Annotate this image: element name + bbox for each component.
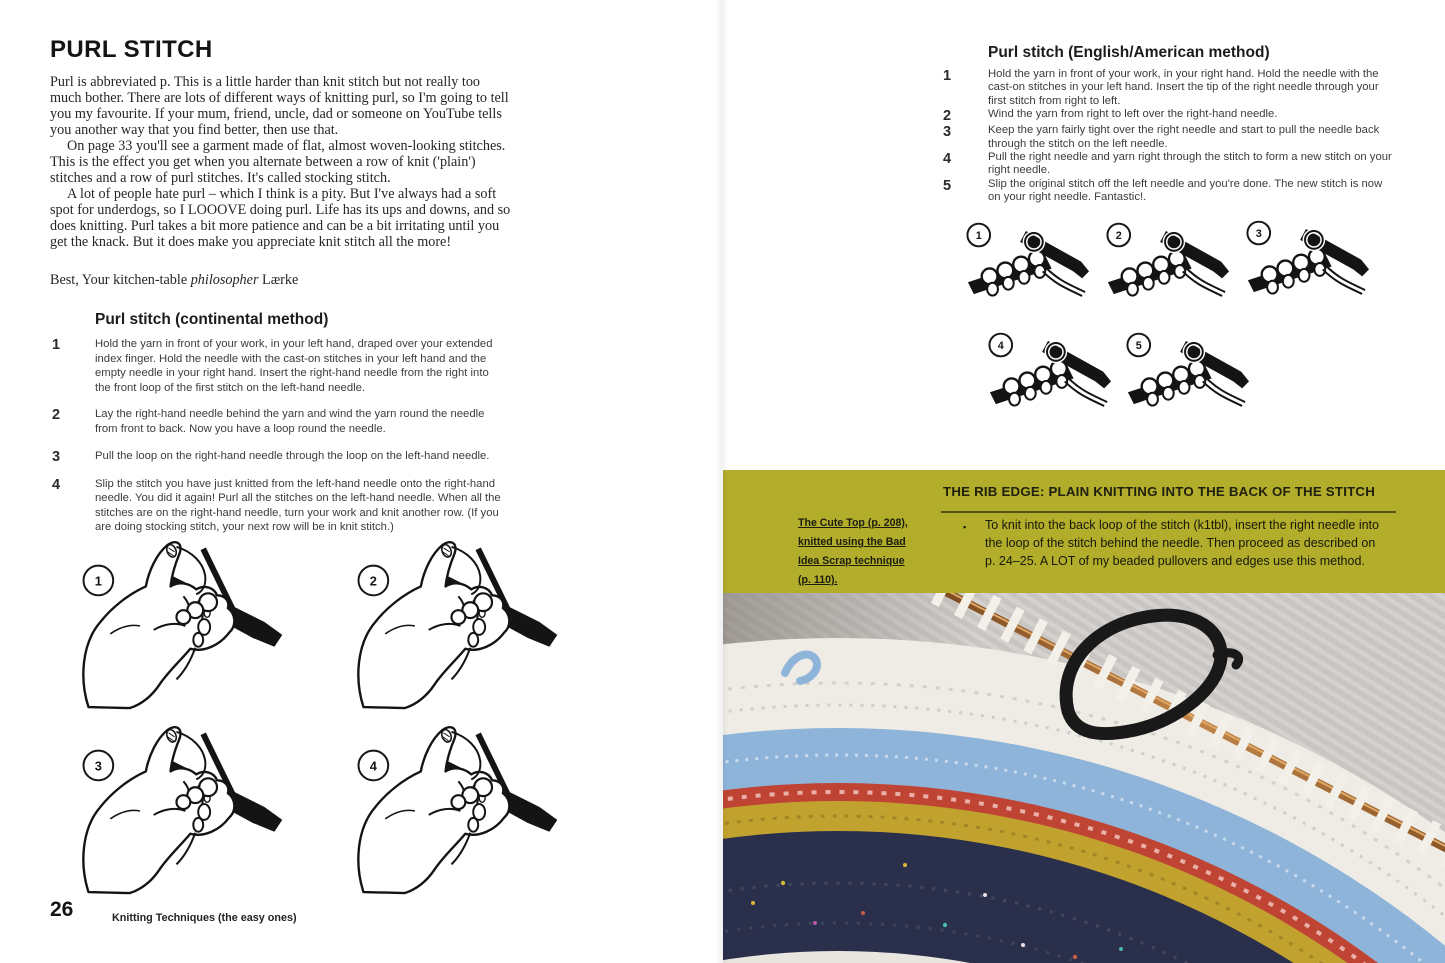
intro-text	[50, 74, 512, 250]
step-text: Slip the stitch you have just knitted from the left-hand needle onto the right-hand needle. You did it again! Purl all the stitches on the left-hand needle. When all the stitches are on the right-hand needle, turn your work and knit another row. (If you are doing stocking stitch, your next row will be in knit stitch.)	[95, 477, 501, 534]
english-figure-2	[1103, 220, 1231, 314]
step-number: 2	[52, 407, 61, 424]
svg-text:3: 3	[1255, 227, 1262, 240]
signoff-prefix: Best, Your kitchen-table	[50, 272, 191, 288]
rib-box-text: To knit into the back loop of the stitch (k1tbl), insert the right needle into the loop of the stitch behind the needle. Then proceed as described on p. 24–25. A LOT of my beaded pullovers and edges use this method.	[985, 518, 1379, 568]
step-row	[943, 151, 1395, 178]
continental-figure-3	[55, 720, 295, 898]
step-row	[943, 68, 1395, 108]
step-text: Pull the right needle and yarn right through the stitch to form a new stitch on your right needle.	[988, 151, 1392, 177]
english-figure-3	[1243, 218, 1371, 312]
step-text: Keep the yarn fairly tight over the right needle and start to pull the needle back through the stitch on the left needle.	[988, 124, 1380, 150]
step-text: Pull the loop on the right-hand needle through the loop on the left-hand needle.	[95, 449, 490, 462]
bullet-icon: ▪	[963, 522, 967, 532]
step-row	[943, 178, 1395, 205]
english-steps	[943, 68, 1395, 205]
svg-text:5: 5	[1135, 339, 1142, 352]
intro-paragraph: A lot of people hate purl – which I think is a pity. But I've always had a soft spot for underdogs, so I LOOOVE doing purl. Life has its ups and downs, and so does knitting. Purl takes a bit more patience and can be a bit irritating until you get the knack. But it does make you appreciate knit stitch all the more!	[50, 186, 511, 250]
step-number: 1	[52, 337, 61, 353]
intro-paragraph: Purl is abbreviated p. This is a little harder than knit stitch but not really too much bother. There are lots of different ways of knitting purl, so I'm going to tell you my favourite. If your mum, friend, uncle, dad or someone on YouTube tells you another way that you find better, then use that.	[50, 74, 509, 138]
step-number: 4	[52, 476, 61, 493]
step-number: 3	[52, 448, 61, 465]
step-row	[52, 449, 504, 465]
step-number: 1	[943, 68, 952, 84]
knitting-photo	[723, 593, 1445, 963]
step-text: Hold the yarn in front of your work, in your left hand, draped over your extended index finger. Hold the needle with the cast-on stitches in your left hand and the empty needle in your right hand. Insert the right-hand needle from the right into the front loop of the first stitch on the left-hand needle.	[95, 338, 493, 394]
step-text: Hold the yarn in front of your work, in your right hand. Hold the needle with the cast-on stitches in your left hand. Insert the tip of the right needle through your first stitch from right to left.	[988, 68, 1379, 107]
continental-steps	[52, 337, 504, 547]
svg-text:4: 4	[997, 339, 1004, 352]
svg-text:4: 4	[369, 758, 377, 774]
photo-caption	[798, 514, 920, 590]
footer-section-label: Knitting Techniques (the easy ones)	[112, 912, 297, 924]
step-number: 2	[943, 108, 952, 125]
left-page	[0, 0, 722, 963]
signoff-suffix: Lærke	[258, 272, 299, 288]
english-figure-4	[985, 330, 1113, 424]
svg-text:1: 1	[94, 573, 102, 589]
page-title: PURL STITCH	[50, 36, 213, 63]
intro-paragraph: On page 33 you'll see a garment made of flat, almost woven-looking stitches. This is the effect you get when you alternate between a row of knit ('plain') stitches and a row of purl stitches. It's called stocking stitch.	[50, 138, 506, 186]
caption-line: The Cute Top (p. 208),	[798, 517, 908, 529]
caption-line: Idea Scrap technique	[798, 555, 905, 567]
step-row	[52, 407, 504, 436]
step-text: Lay the right-hand needle behind the yarn and wind the yarn round the needle from front to back. Now you have a loop round the needle.	[95, 408, 485, 435]
page-number: 26	[50, 898, 74, 921]
step-row	[943, 124, 1395, 151]
step-text: Wind the yarn from right to left over the right-hand needle.	[988, 108, 1278, 121]
page-fold	[716, 0, 728, 963]
english-figure-1	[963, 220, 1091, 314]
english-method-heading: Purl stitch (English/American method)	[988, 44, 1270, 61]
svg-text:2: 2	[1115, 229, 1122, 242]
caption-line: (p. 110).	[798, 574, 838, 586]
right-page	[723, 0, 1445, 963]
english-figure-5	[1123, 330, 1251, 424]
svg-text:2: 2	[369, 573, 377, 589]
continental-figure-2	[330, 535, 570, 713]
step-row	[52, 337, 504, 395]
step-number: 5	[943, 177, 952, 194]
rib-edge-tip-box	[723, 470, 1445, 593]
step-number: 3	[943, 124, 952, 141]
caption-line: knitted using the Bad	[798, 536, 906, 548]
signoff	[50, 272, 298, 289]
svg-text:1: 1	[975, 229, 982, 242]
continental-figure-1	[55, 535, 295, 713]
rib-box-heading: THE RIB EDGE: PLAIN KNITTING INTO THE BACK OF THE STITCH	[943, 484, 1376, 499]
step-row	[943, 108, 1395, 124]
svg-text:3: 3	[94, 758, 102, 774]
step-row	[52, 477, 504, 535]
continental-figure-4	[330, 720, 570, 898]
rib-box-rule	[941, 511, 1396, 513]
step-number: 4	[943, 151, 952, 168]
continental-method-heading: Purl stitch (continental method)	[95, 311, 329, 328]
step-text: Slip the original stitch off the left needle and you're done. The new stitch is now on your right needle. Fantastic!.	[988, 177, 1383, 204]
signoff-italic: philosopher	[190, 272, 259, 288]
